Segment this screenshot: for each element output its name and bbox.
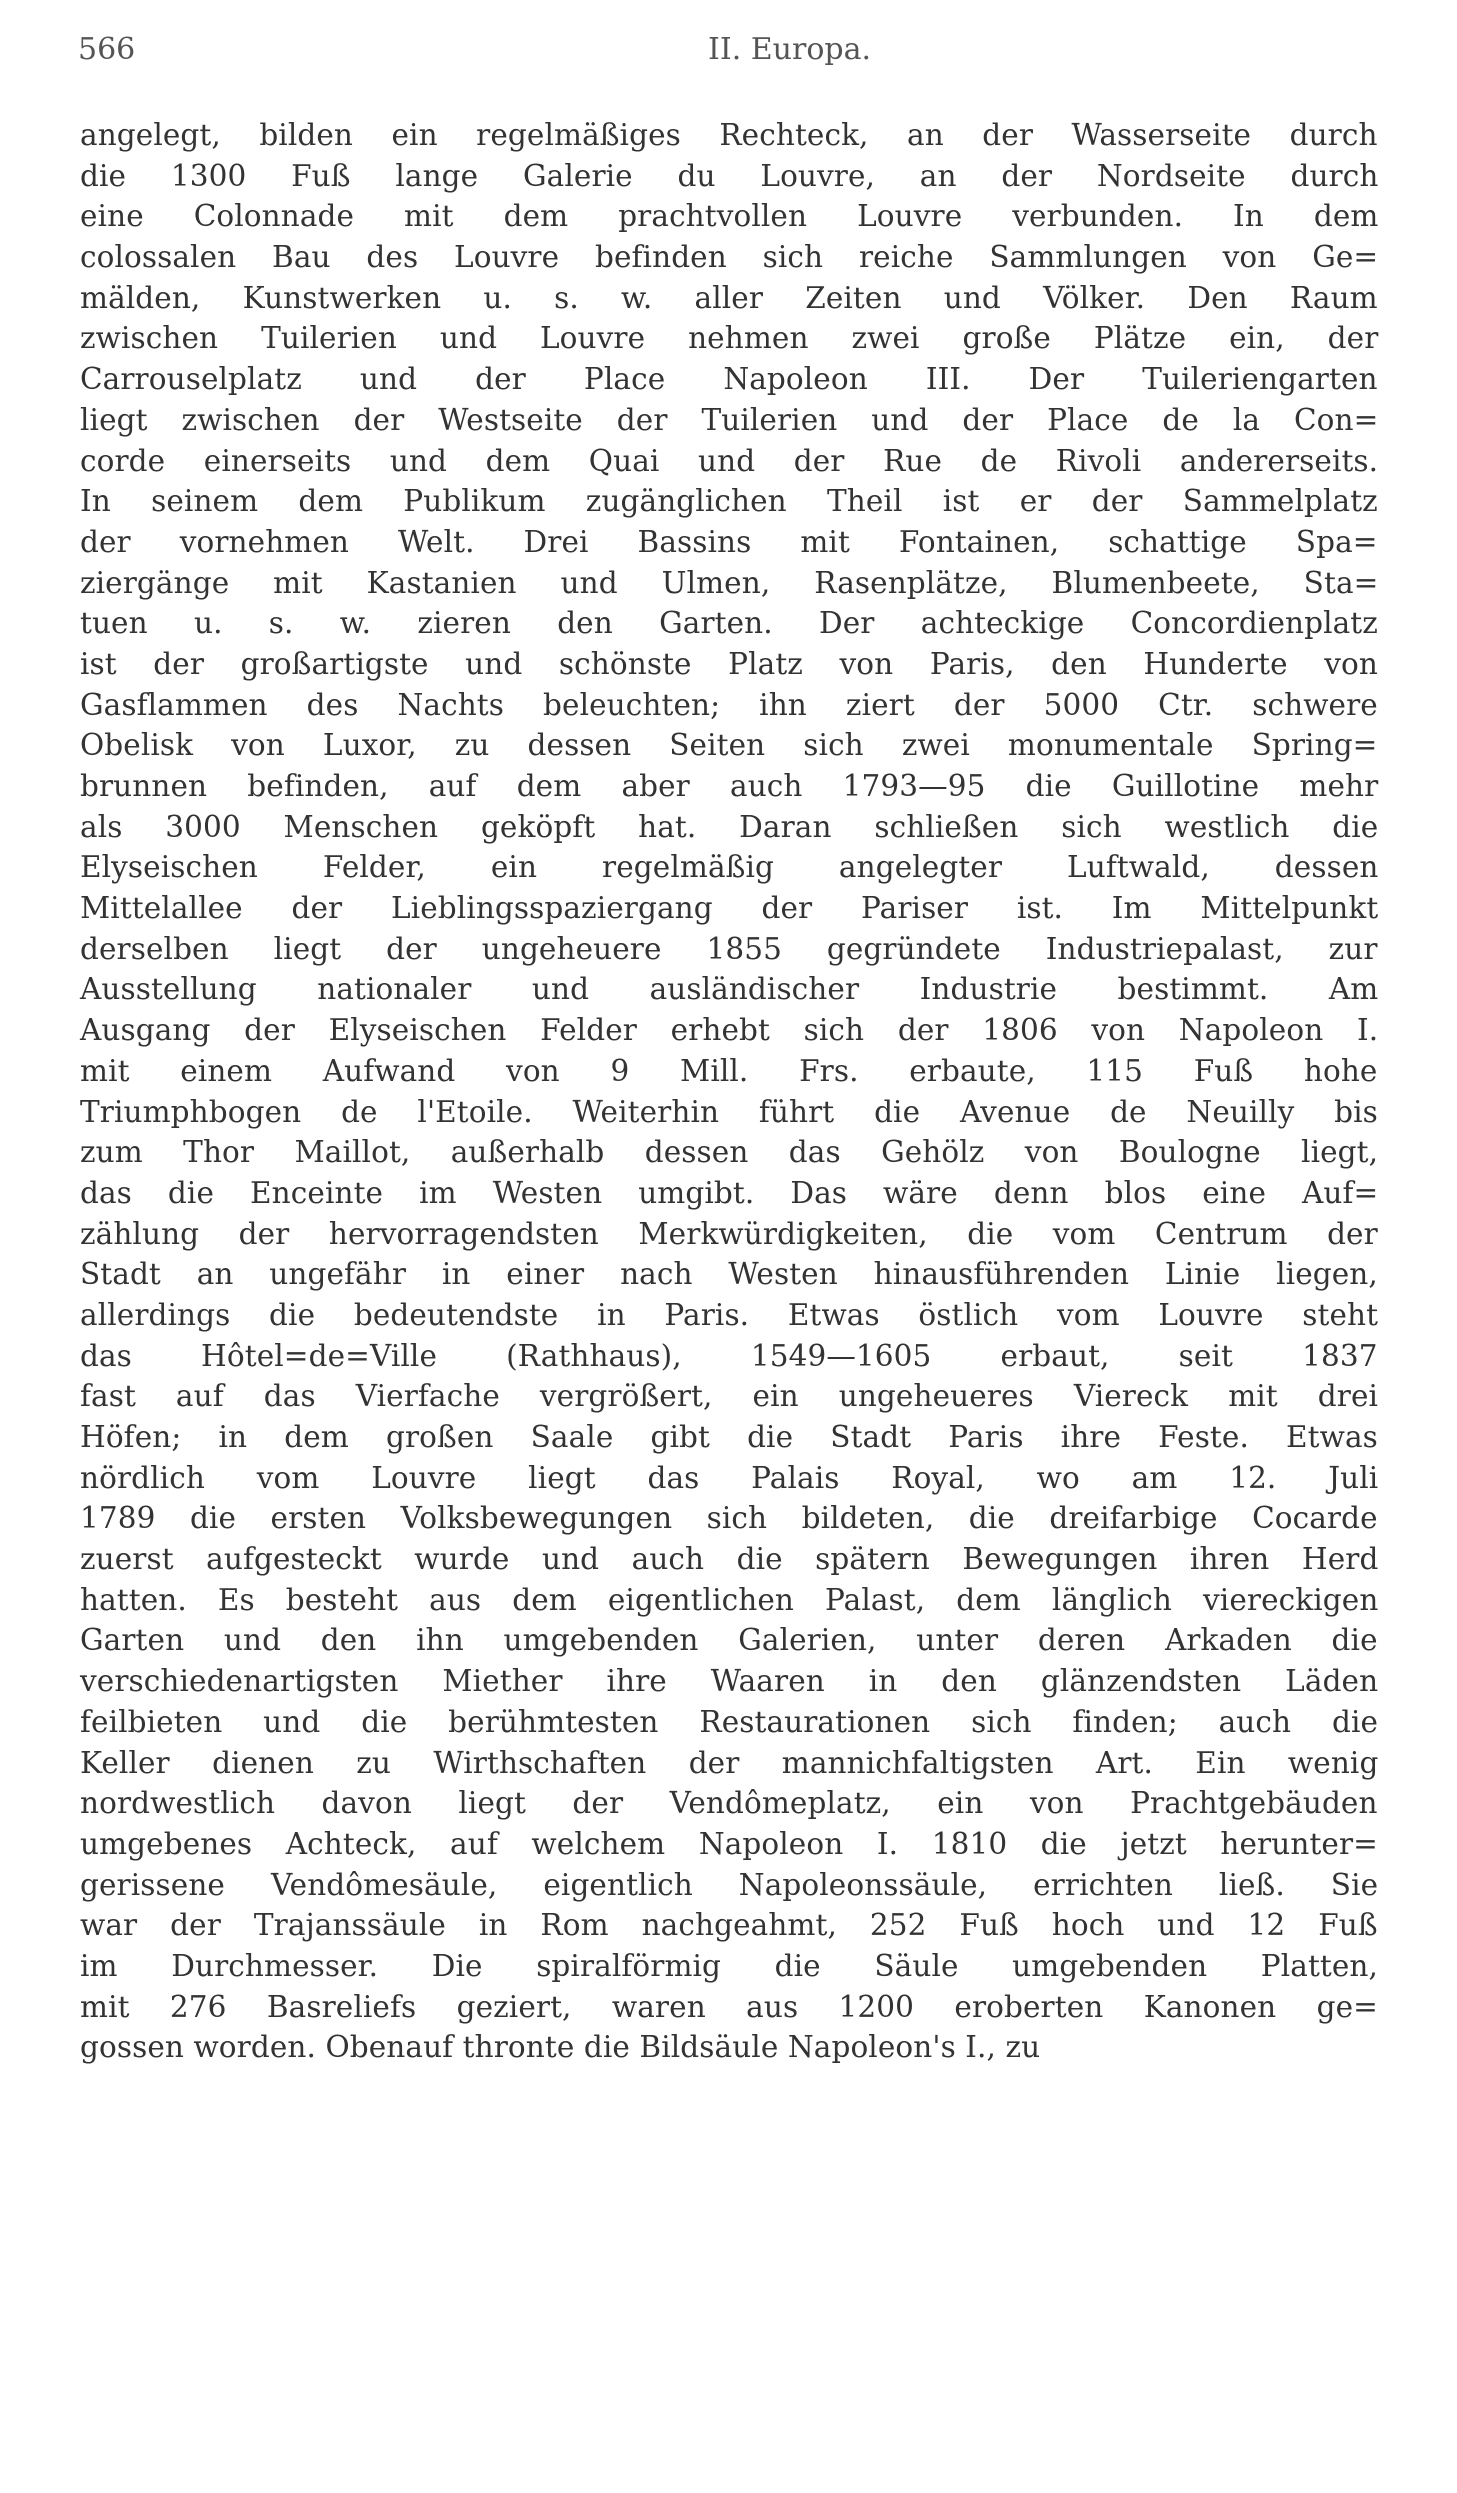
text-line: angelegt, bilden ein regelmäßiges Rechteck, an der Wasserseite durch <box>80 118 1378 152</box>
text-line: mit 276 Basreliefs geziert, waren aus 1200 eroberten Kanonen ge= <box>80 1989 1379 2024</box>
text-line: Ausstellung nationaler und ausländischer Industrie bestimmt. Am <box>80 972 1379 1007</box>
text-line: als 3000 Menschen geköpft hat. Daran schließen sich westlich die <box>80 809 1379 844</box>
text-line: ziergänge mit Kastanien und Ulmen, Rasenplätze, Blumenbeete, Sta= <box>80 565 1379 600</box>
text-line: umgebenes Achteck, auf welchem Napoleon I. 1810 die jetzt herunter= <box>80 1826 1378 1861</box>
text-line: gossen worden. Obenauf thronte die Bildsäule Napoleon's I., zu <box>80 2030 1041 2065</box>
text-line: der vornehmen Welt. Drei Bassins mit Fontainen, schattige Spa= <box>80 524 1378 559</box>
text-line: Ausgang der Elyseischen Felder erhebt sich der 1806 von Napoleon I. <box>80 1013 1379 1048</box>
text-line: Stadt an ungefähr in einer nach Westen hinausführenden Linie liegen, <box>80 1257 1378 1292</box>
text-line: ist der großartigste und schönste Platz von Paris, den Hunderte von <box>80 646 1378 681</box>
text-line: Carrouselplatz und der Place Napoleon III. Der Tuileriengarten <box>80 362 1378 397</box>
text-line: feilbieten und die berühmtesten Restaurationen sich finden; auch die <box>80 1704 1379 1739</box>
text-line: zuerst aufgesteckt wurde und auch die spätern Bewegungen ihren Herd <box>80 1542 1379 1577</box>
text-line: die 1300 Fuß lange Galerie du Louvre, an der Nordseite durch <box>80 158 1379 193</box>
text-line: Elyseischen Felder, ein regelmäßig angelegter Luftwald, dessen <box>80 850 1379 885</box>
text-line: zwischen Tuilerien und Louvre nehmen zwei große Plätze ein, der <box>80 321 1379 356</box>
text-line: gerissene Vendômesäule, eigentlich Napoleonssäule, errichten ließ. Sie <box>80 1867 1379 1902</box>
text-line: Mittelallee der Lieblingsspaziergang der Pariser ist. Im Mittelpunkt <box>80 891 1379 926</box>
text-line: verschiedenartigsten Miether ihre Waaren in den glänzendsten Läden <box>80 1664 1379 1699</box>
text-line: im Durchmesser. Die spiralförmig die Säule umgebenden Platten, <box>80 1948 1379 1983</box>
text-line: Keller dienen zu Wirthschaften der mannichfaltigsten Art. Ein wenig <box>80 1745 1379 1780</box>
text-line: derselben liegt der ungeheuere 1855 gegründete Industriepalast, zur <box>80 931 1378 966</box>
text-line: nordwestlich davon liegt der Vendômeplatz, ein von Prachtgebäuden <box>80 1786 1378 1821</box>
text-line: liegt zwischen der Westseite der Tuilerien und der Place de la Con= <box>80 402 1379 437</box>
text-line: zum Thor Maillot, außerhalb dessen das Gehölz von Boulogne liegt, <box>80 1135 1379 1170</box>
text-line: Garten und den ihn umgebenden Galerien, unter deren Arkaden die <box>80 1623 1378 1658</box>
text-line: corde einerseits und dem Quai und der Rue de Rivoli andererseits. <box>80 443 1379 478</box>
running-head <box>78 32 1376 82</box>
text-line: war der Trajanssäule in Rom nachgeahmt, 252 Fuß hoch und 12 Fuß <box>80 1908 1378 1943</box>
text-line: fast auf das Vierfache vergrößert, ein ungeheueres Viereck mit drei <box>80 1379 1379 1414</box>
text-line: das Hôtel=de=Ville (Rathhaus), 1549—1605 erbaut, seit 1837 <box>80 1338 1378 1373</box>
text-line: eine Colonnade mit dem prachtvollen Louvre verbunden. In dem <box>80 199 1379 234</box>
text-line: Triumphbogen de l'Etoile. Weiterhin führt die Avenue de Neuilly bis <box>80 1094 1378 1129</box>
text-line: das die Enceinte im Westen umgibt. Das wäre denn blos eine Auf= <box>80 1175 1379 1210</box>
text-line: allerdings die bedeutendste in Paris. Etwas östlich vom Louvre steht <box>80 1297 1379 1332</box>
text-line: 1789 die ersten Volksbewegungen sich bildeten, die dreifarbige Cocarde <box>80 1501 1378 1536</box>
text-line: Gasflammen des Nachts beleuchten; ihn ziert der 5000 Ctr. schwere <box>80 687 1378 722</box>
text-line: Obelisk von Luxor, zu dessen Seiten sich zwei monumentale Spring= <box>80 728 1378 763</box>
page-number: 566 <box>78 32 136 67</box>
text-line: Höfen; in dem großen Saale gibt die Stadt Paris ihre Feste. Etwas <box>80 1420 1378 1454</box>
text-line: hatten. Es besteht aus dem eigentlichen Palast, dem länglich viereckigen <box>80 1582 1379 1617</box>
text-line: zählung der hervorragendsten Merkwürdigkeiten, die vom Centrum der <box>80 1216 1378 1251</box>
text-line: mälden, Kunstwerken u. s. w. aller Zeiten und Völker. Den Raum <box>80 280 1378 315</box>
text-line: In seinem dem Publikum zugänglichen Theil ist er der Sammelplatz <box>80 484 1378 519</box>
body-text <box>80 115 1378 2068</box>
section-title: II. Europa. <box>708 32 872 67</box>
text-line: tuen u. s. w. zieren den Garten. Der achteckige Concordienplatz <box>80 606 1378 641</box>
text-line: brunnen befinden, auf dem aber auch 1793—95 die Guillotine mehr <box>80 769 1379 803</box>
text-line: colossalen Bau des Louvre befinden sich reiche Sammlungen von Ge= <box>80 240 1379 275</box>
text-line: nördlich vom Louvre liegt das Palais Royal, wo am 12. Juli <box>80 1460 1379 1495</box>
text-line: mit einem Aufwand von 9 Mill. Frs. erbaute, 115 Fuß hohe <box>80 1053 1378 1088</box>
